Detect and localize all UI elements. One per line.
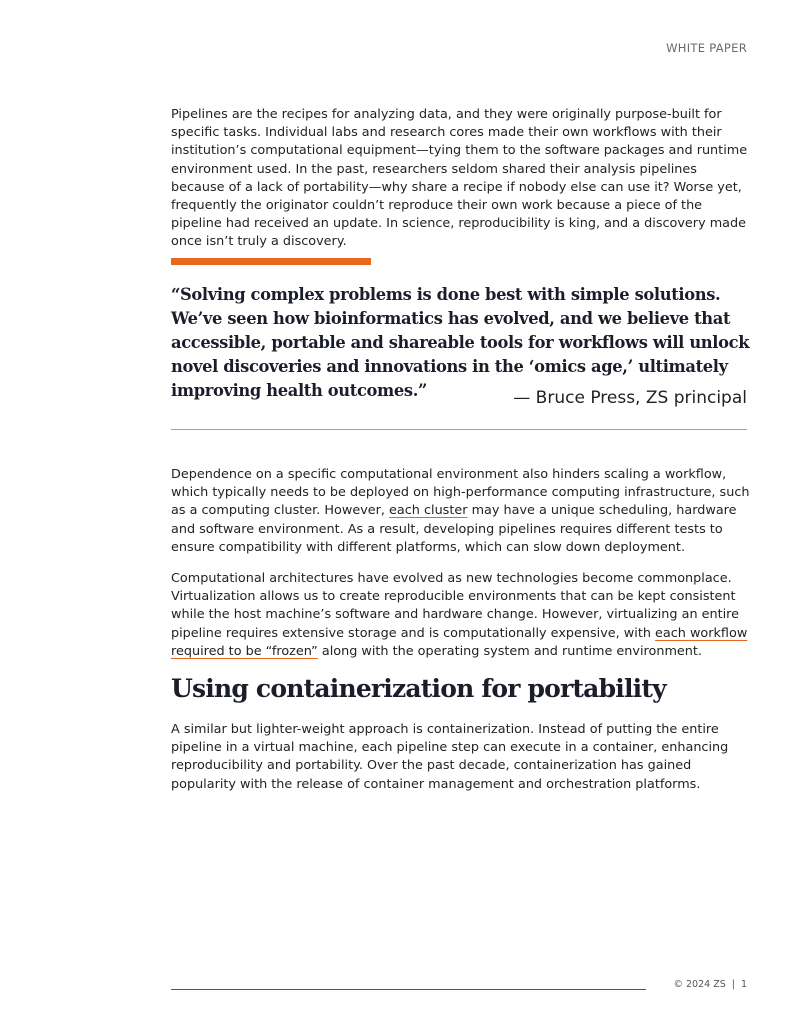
paragraph-text: may have a unique scheduling, hardware and software environment. As a result, developing pipelines requires different tests to ensure compatibility with different platforms, which can slow down deployment.	[171, 503, 737, 555]
frozen-workflow-link[interactable]: each workflow required to be “frozen”	[171, 625, 748, 659]
body-paragraph-virtualization	[171, 570, 751, 661]
paragraph-text: Dependence on a specific computational environment also hinders scaling a workflow, which typically needs to be deployed on high-performance computing infrastructure, such as a computing cluster. However,	[171, 467, 750, 519]
page-footer	[673, 979, 747, 990]
document-type-label: WHITE PAPER	[666, 41, 747, 55]
body-paragraph-containerization: A similar but lighter-weight approach is containerization. Instead of putting the entire pipeline in a virtual machine, each pipeline step can execute in a container, enhancing reproducibility and portability. Over the past decade, containerization has gained popularity with the release of container management and orchestration platforms.	[171, 722, 729, 792]
footer-separator: |	[731, 979, 735, 990]
quote-attribution: — Bruce Press, ZS principal	[513, 388, 747, 408]
section-heading: Using containerization for portability	[171, 674, 666, 703]
page-number: 1	[740, 979, 747, 990]
intro-paragraph: Pipelines are the recipes for analyzing data, and they were originally purpose-built for specific tasks. Individual labs and research cores made their own workflows with their institution’s computational equipment—tying them to the software packages and runtime environment used. In the past, researchers seldom shared their analysis pipelines because of a lack of portability—why share a recipe if nobody else can use it? Worse yet, frequently the originator couldn’t reproduce their own work because a piece of the pipeline had received an update. In science, reproducibility is king, and a discovery made once isn’t truly a discovery.	[171, 107, 748, 250]
each-cluster-link[interactable]: each cluster	[389, 503, 468, 519]
footer-divider	[171, 989, 646, 990]
pull-quote: “Solving complex problems is done best with simple solutions. We’ve seen how bioinformatics has evolved, and we believe that accessible, portable and shareable tools for workflows will unlock novel discoveries and innovations in the ‘omics age,’ ultimately improving health outcomes.”	[171, 285, 750, 400]
quote-divider	[171, 429, 747, 430]
quote-accent-bar	[171, 258, 371, 265]
paragraph-text: along with the operating system and runtime environment.	[317, 643, 702, 659]
body-paragraph-dependence	[171, 466, 751, 557]
copyright: © 2024 ZS	[673, 979, 726, 990]
paragraph-text: Computational architectures have evolved as new technologies become commonplace. Virtualization allows us to create reproducible environments that can be kept consistent while the host machine’s software and hardware change. However, virtualizing an entire pipeline requires extensive storage and is computationally expensive, with	[171, 571, 740, 641]
